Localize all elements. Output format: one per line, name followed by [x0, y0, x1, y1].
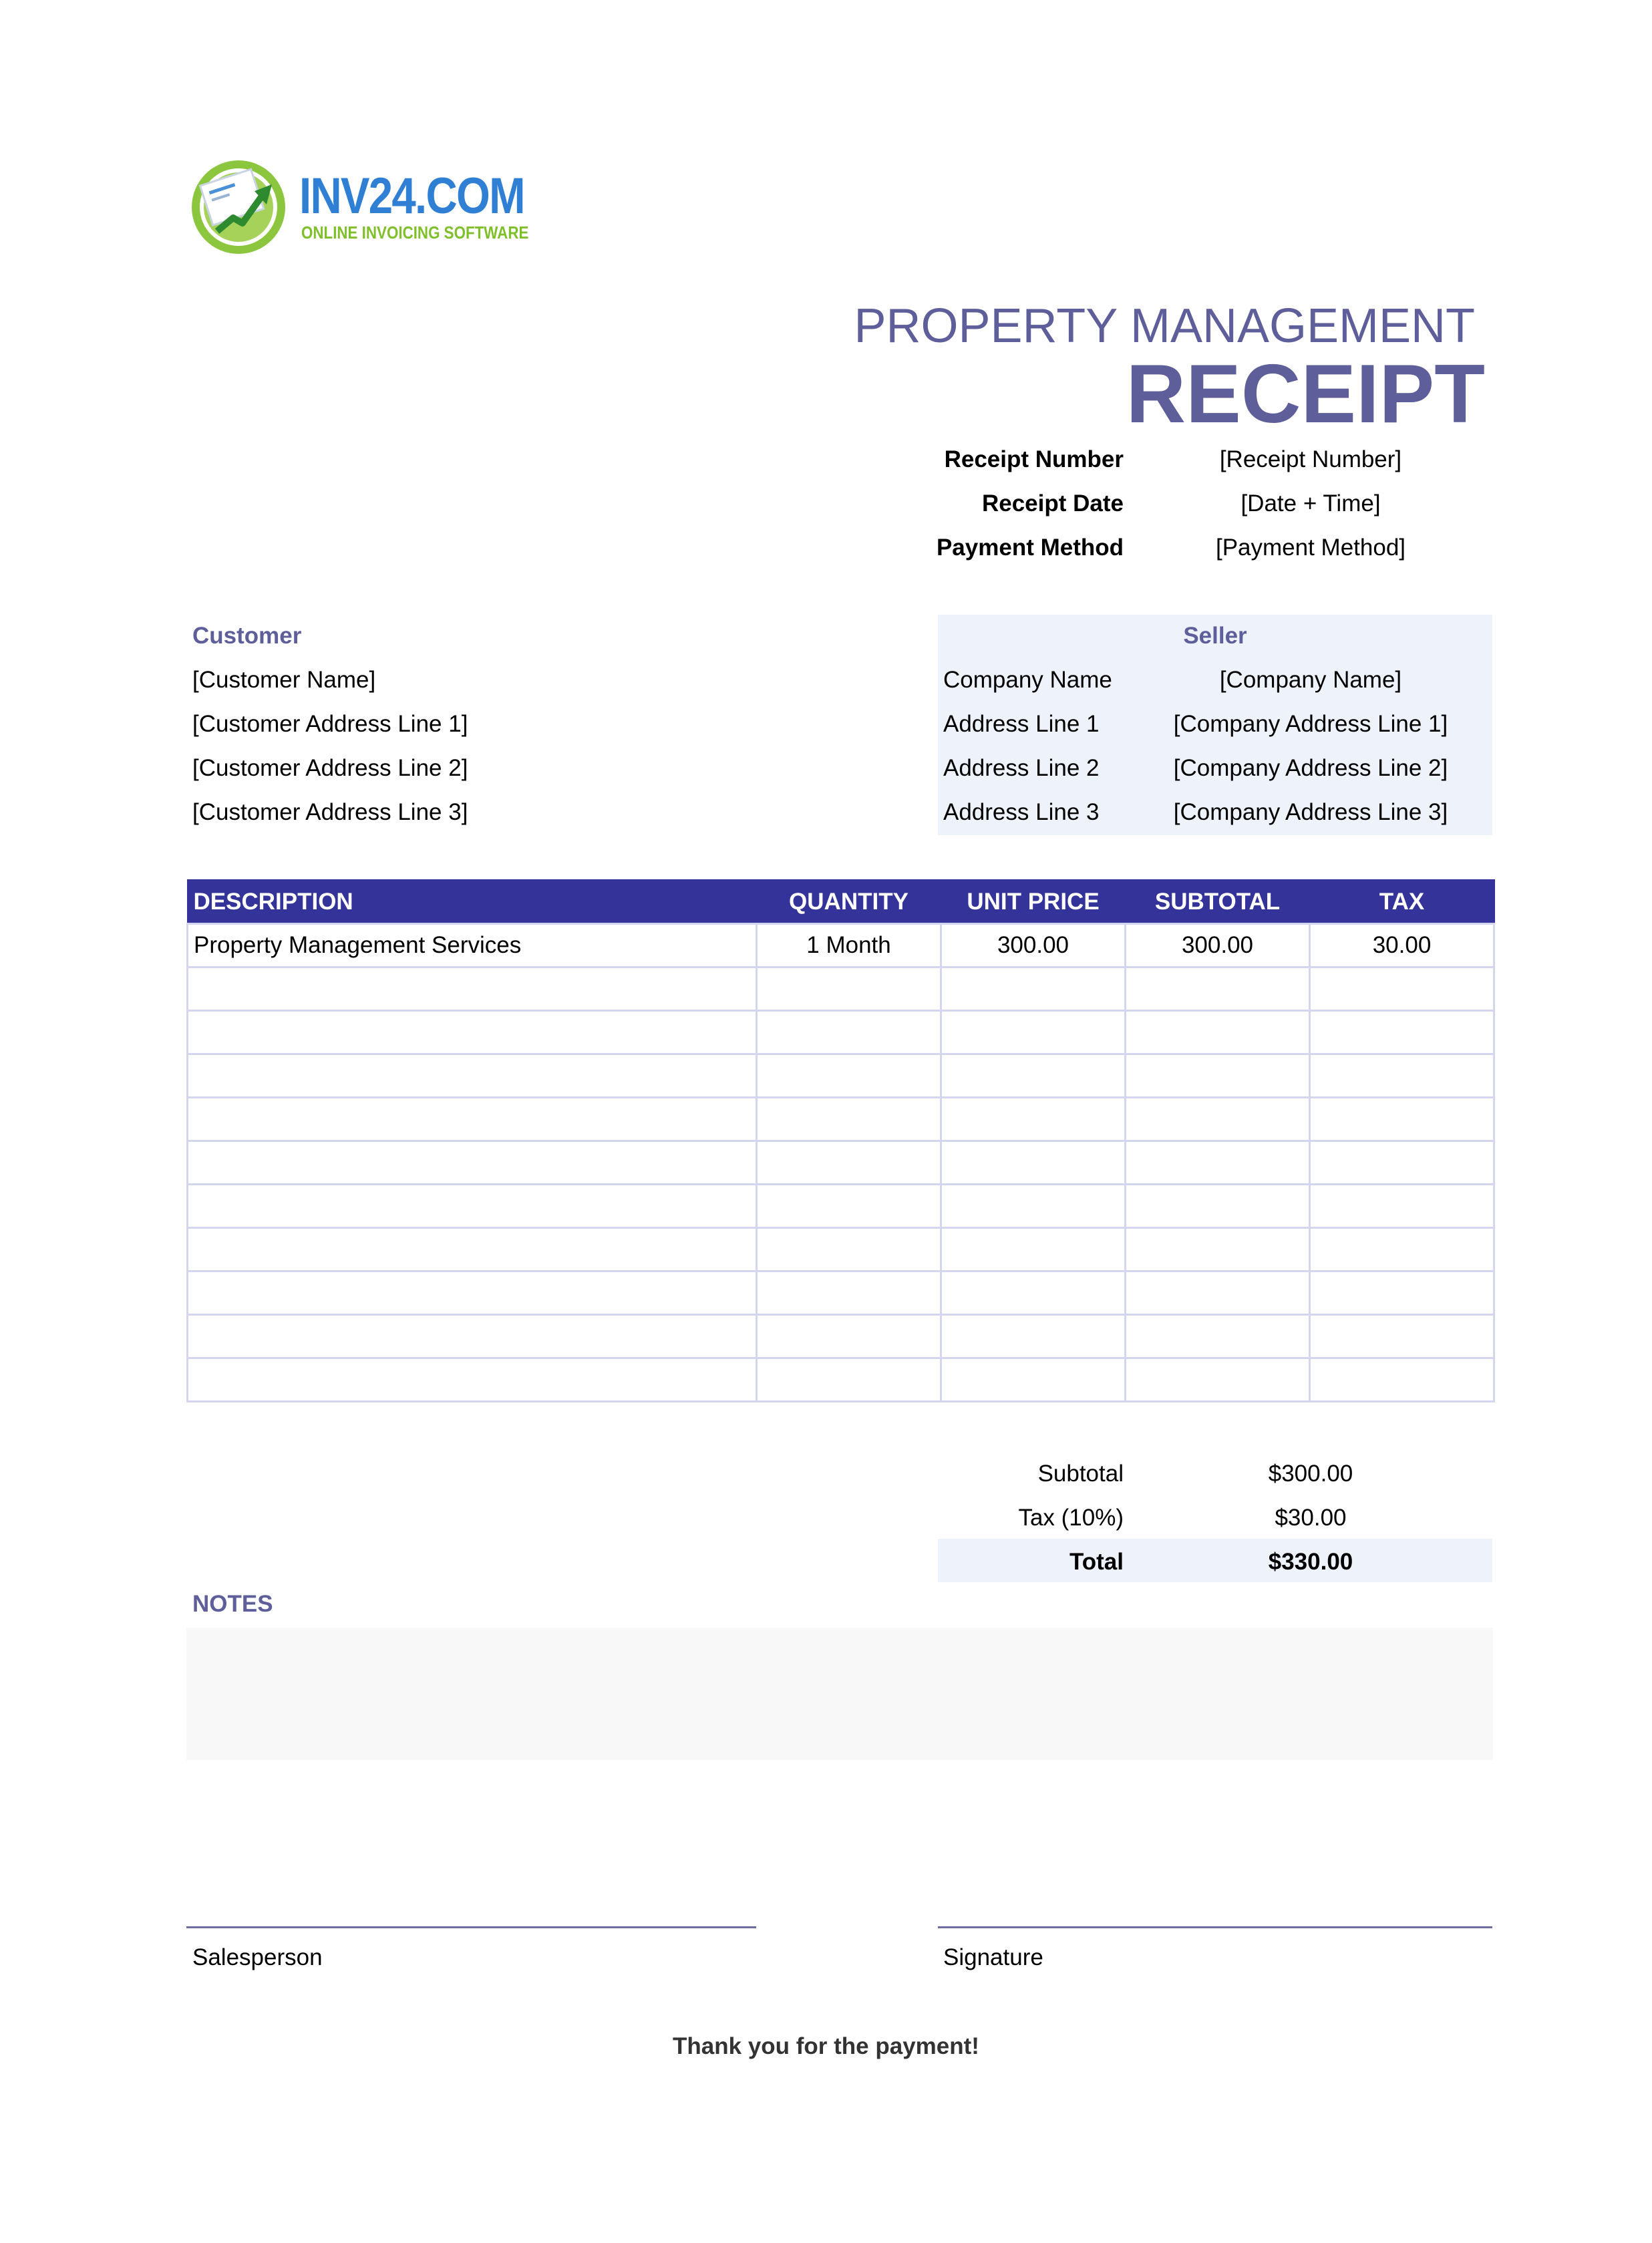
table-row — [188, 1315, 1494, 1358]
cell-tax — [1310, 1228, 1494, 1272]
seller-address-2-label: Address Line 2 — [943, 755, 1100, 781]
total-label: Total — [1069, 1549, 1124, 1575]
cell-description — [188, 1228, 757, 1272]
cell-unit-price — [941, 1228, 1126, 1272]
cell-subtotal — [1126, 967, 1310, 1011]
cell-subtotal — [1126, 1358, 1310, 1402]
cell-quantity — [757, 1098, 941, 1141]
cell-tax — [1310, 1141, 1494, 1185]
cell-unit-price: 300.00 — [941, 924, 1126, 967]
customer-name: [Customer Name] — [192, 667, 376, 693]
logo-brand: INV24.COM — [299, 168, 524, 225]
signature-line — [938, 1926, 1492, 1928]
cell-quantity — [757, 1358, 941, 1402]
tax-label: Tax (10%) — [1018, 1505, 1124, 1531]
cell-tax — [1310, 1272, 1494, 1315]
thank-you-message: Thank you for the payment! — [673, 2033, 979, 2059]
cell-quantity — [757, 1315, 941, 1358]
seller-company-value: [Company Name] — [1219, 667, 1402, 693]
cell-tax — [1310, 1315, 1494, 1358]
subtotal-label: Subtotal — [1037, 1461, 1124, 1487]
column-header-subtotal: SUBTOTAL — [1126, 880, 1310, 924]
table-header-row — [188, 880, 1494, 924]
seller-address-2-value: [Company Address Line 2] — [1173, 755, 1448, 781]
cell-tax — [1310, 1054, 1494, 1098]
column-header-quantity: QUANTITY — [757, 880, 941, 924]
cell-description — [188, 1054, 757, 1098]
receipt-number-label: Receipt Number — [944, 446, 1124, 472]
cell-description — [188, 1011, 757, 1054]
seller-address-1-label: Address Line 1 — [943, 711, 1100, 737]
notes-box — [186, 1628, 1493, 1760]
cell-unit-price — [941, 1098, 1126, 1141]
cell-unit-price — [941, 1141, 1126, 1185]
total-value: $330.00 — [1268, 1549, 1353, 1575]
table-row — [188, 1011, 1494, 1054]
cell-description — [188, 1272, 757, 1315]
table-row — [188, 1098, 1494, 1141]
cell-description — [188, 1315, 757, 1358]
cell-quantity — [757, 1228, 941, 1272]
subtotal-value: $300.00 — [1268, 1461, 1353, 1487]
cell-unit-price — [941, 1315, 1126, 1358]
signature-label: Signature — [943, 1944, 1043, 1970]
salesperson-line — [186, 1926, 756, 1928]
table-row — [188, 1272, 1494, 1315]
cell-tax — [1310, 1011, 1494, 1054]
cell-subtotal — [1126, 1054, 1310, 1098]
cell-unit-price — [941, 1185, 1126, 1228]
payment-method-value: [Payment Method] — [1215, 535, 1406, 561]
cell-quantity — [757, 1011, 941, 1054]
cell-subtotal — [1126, 1011, 1310, 1054]
cell-subtotal — [1126, 1185, 1310, 1228]
cell-tax — [1310, 1098, 1494, 1141]
logo-tagline: ONLINE INVOICING SOFTWARE — [301, 222, 529, 243]
cell-description — [188, 1098, 757, 1141]
payment-method-label: Payment Method — [936, 535, 1124, 561]
cell-tax — [1310, 967, 1494, 1011]
cell-subtotal — [1126, 1098, 1310, 1141]
cell-subtotal — [1126, 1141, 1310, 1185]
table-row — [188, 924, 1494, 967]
column-header-tax: TAX — [1310, 880, 1494, 924]
receipt-date-value: [Date + Time] — [1241, 490, 1381, 516]
cell-quantity — [757, 1185, 941, 1228]
cell-description: Property Management Services — [188, 924, 757, 967]
table-row — [188, 1358, 1494, 1402]
cell-description — [188, 1185, 757, 1228]
cell-quantity — [757, 1141, 941, 1185]
cell-description — [188, 1358, 757, 1402]
cell-tax: 30.00 — [1310, 924, 1494, 967]
seller-address-3-value: [Company Address Line 3] — [1173, 799, 1448, 825]
seller-heading: Seller — [1183, 623, 1247, 649]
receipt-date-label: Receipt Date — [981, 490, 1124, 516]
cell-tax — [1310, 1185, 1494, 1228]
cell-subtotal — [1126, 1228, 1310, 1272]
column-header-description: DESCRIPTION — [188, 880, 757, 924]
customer-address-line-3: [Customer Address Line 3] — [192, 799, 468, 825]
items-table — [186, 879, 1495, 1402]
cell-unit-price — [941, 1358, 1126, 1402]
table-row — [188, 1185, 1494, 1228]
cell-unit-price — [941, 1272, 1126, 1315]
cell-quantity — [757, 967, 941, 1011]
cell-subtotal: 300.00 — [1126, 924, 1310, 967]
cell-unit-price — [941, 967, 1126, 1011]
column-header-unit-price: UNIT PRICE — [941, 880, 1126, 924]
customer-address-line-2: [Customer Address Line 2] — [192, 755, 468, 781]
document-title: PROPERTY MANAGEMENT — [854, 299, 1475, 353]
customer-heading: Customer — [192, 623, 302, 649]
table-row — [188, 1054, 1494, 1098]
seller-company-label: Company Name — [943, 667, 1112, 693]
cell-unit-price — [941, 1011, 1126, 1054]
seller-address-1-value: [Company Address Line 1] — [1173, 711, 1448, 737]
table-row — [188, 1228, 1494, 1272]
cell-quantity: 1 Month — [757, 924, 941, 967]
seller-address-3-label: Address Line 3 — [943, 799, 1100, 825]
tax-value: $30.00 — [1275, 1505, 1347, 1531]
document-subtitle: RECEIPT — [1126, 348, 1485, 440]
receipt-number-value: [Receipt Number] — [1219, 446, 1402, 472]
customer-address-line-1: [Customer Address Line 1] — [192, 711, 468, 737]
salesperson-label: Salesperson — [192, 1944, 323, 1970]
cell-quantity — [757, 1054, 941, 1098]
cell-quantity — [757, 1272, 941, 1315]
cell-tax — [1310, 1358, 1494, 1402]
cell-description — [188, 967, 757, 1011]
cell-description — [188, 1141, 757, 1185]
table-row — [188, 967, 1494, 1011]
cell-subtotal — [1126, 1315, 1310, 1358]
notes-heading: NOTES — [192, 1591, 273, 1617]
table-row — [188, 1141, 1494, 1185]
cell-unit-price — [941, 1054, 1126, 1098]
items-body — [188, 924, 1494, 1402]
cell-subtotal — [1126, 1272, 1310, 1315]
